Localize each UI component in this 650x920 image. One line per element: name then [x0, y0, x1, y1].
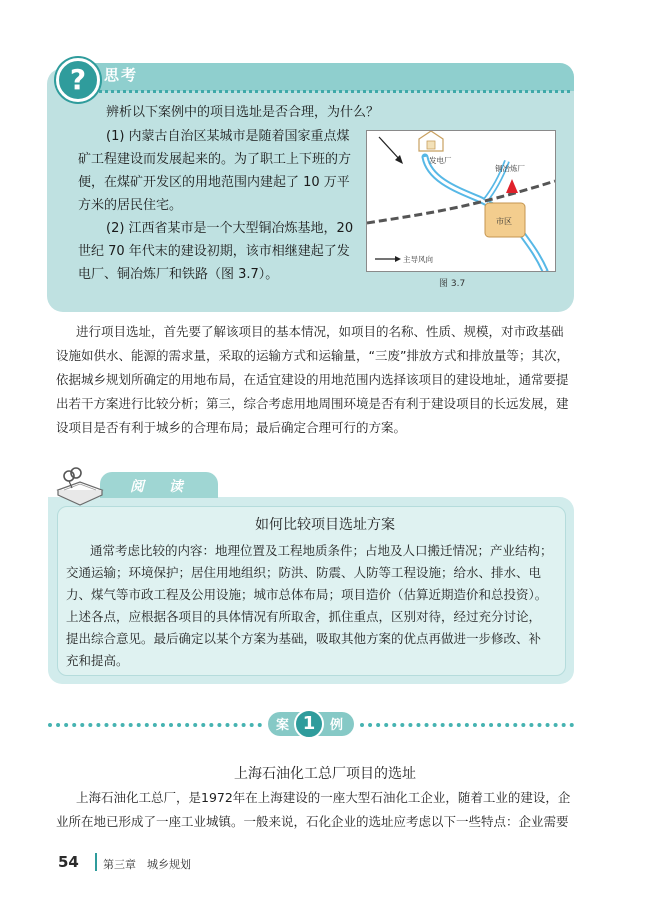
- smelter-marker-icon: [506, 179, 518, 193]
- paragraph-line: 出若干方案进行比较分析；第三，综合考虑用地周围环境是否有利于建设项目的长远发展，建: [56, 396, 569, 411]
- railway: [367, 181, 555, 223]
- think-question: 辨析以下案例中的项目选址是否合理，为什么？: [106, 105, 380, 120]
- legend-label: 主导风向: [403, 255, 433, 264]
- case-badge-number: 1: [294, 709, 324, 739]
- reading-line: 交通运输；环境保护；居住用地组织；防洪、防震、人防等工程设施；给水、排水、电: [66, 565, 542, 580]
- reading-line: 力、煤气等市政工程及公用设施；城市总体布局；项目造价（估算近期造价和总投资）。: [66, 587, 548, 602]
- think-case2-line: (2) 江西省某市是一个大型铜冶炼基地，20: [106, 221, 354, 236]
- power-plant-label: 发电厂: [429, 156, 452, 165]
- paragraph-line: 进行项目选址，首先要了解该项目的基本情况，如项目的名称、性质、规模，对市政基础: [76, 324, 564, 339]
- paragraph-line: 设施如供水、能源的需求量，采取的运输方式和运输量，“三废”排放方式和排放量等；其次，: [56, 348, 569, 363]
- reading-tab-label: 阅 读: [130, 479, 193, 495]
- map-figure: [366, 130, 556, 272]
- think-case1-line: 方米的居民住宅。: [78, 198, 183, 213]
- map-caption: 图 3.7: [439, 279, 466, 289]
- think-header-band: [88, 63, 574, 91]
- reading-line: 充和提高。: [66, 653, 129, 668]
- reading-heading: 如何比较项目选址方案: [255, 517, 395, 533]
- footer-divider: [95, 853, 97, 871]
- case-badge-left: 案: [276, 718, 290, 733]
- think-case1-line: (1) 内蒙古自治区某城市是随着国家重点煤: [106, 129, 350, 144]
- case-dotted-rule-left: [48, 723, 262, 727]
- case-title: 上海石油化工总厂项目的选址: [234, 766, 416, 782]
- page-number: 54: [58, 853, 79, 871]
- footer-chapter: 第三章 城乡规划: [103, 858, 191, 871]
- case-dotted-rule-right: [360, 723, 574, 727]
- think-case2-line: 世纪 70 年代末的建设初期，该市相继建起了发: [78, 244, 350, 259]
- reading-line: 通常考虑比较的内容：地理位置及工程地质条件；占地及人口搬迁情况；产业结构；: [90, 543, 553, 558]
- paragraph-line: 依据城乡规划所确定的用地布局，在适宜建设的用地范围内选择该项目的建设地址，通常要提: [56, 372, 569, 387]
- map-svg: [367, 131, 555, 271]
- book-icon: [54, 466, 106, 506]
- think-case1-line: 矿工程建设而发展起来的。为了职工上下班的方: [78, 152, 352, 167]
- smelter-label: 铜冶炼厂: [495, 164, 525, 173]
- city-label: 市区: [496, 217, 512, 226]
- case-line: 业所在地已形成了一座工业城镇。一般来说，石化企业的选址应考虑以下一些特点：企业需要: [56, 814, 569, 829]
- think-case1-line: 便，在煤矿开发区的用地范围内建起了 10 万平: [78, 175, 350, 190]
- reading-line: 上述各点，应根据各项目的具体情况有所取舍，抓住重点，区别对待，经过充分讨论，: [66, 609, 542, 624]
- case-badge-right: 例: [330, 718, 344, 733]
- paragraph-line: 设项目是否有利于城乡的合理布局；最后确定合理可行的方案。: [56, 420, 407, 435]
- think-dotted-divider: [88, 90, 570, 93]
- think-case2-line: 电厂、铜冶炼厂和铁路（图 3.7）。: [78, 267, 279, 282]
- reading-line: 提出综合意见。最后确定以某个方案为基础，吸取其他方案的优点再做进一步修改、补: [66, 631, 542, 646]
- think-title: 思考: [104, 66, 139, 84]
- question-mark-icon: ?: [56, 58, 100, 102]
- legend-arrow-head-icon: [395, 256, 401, 262]
- house-window: [427, 141, 435, 149]
- case-line: 上海石油化工总厂，是1972年在上海建设的一座大型石油化工企业，随着工业的建设，企: [76, 790, 571, 805]
